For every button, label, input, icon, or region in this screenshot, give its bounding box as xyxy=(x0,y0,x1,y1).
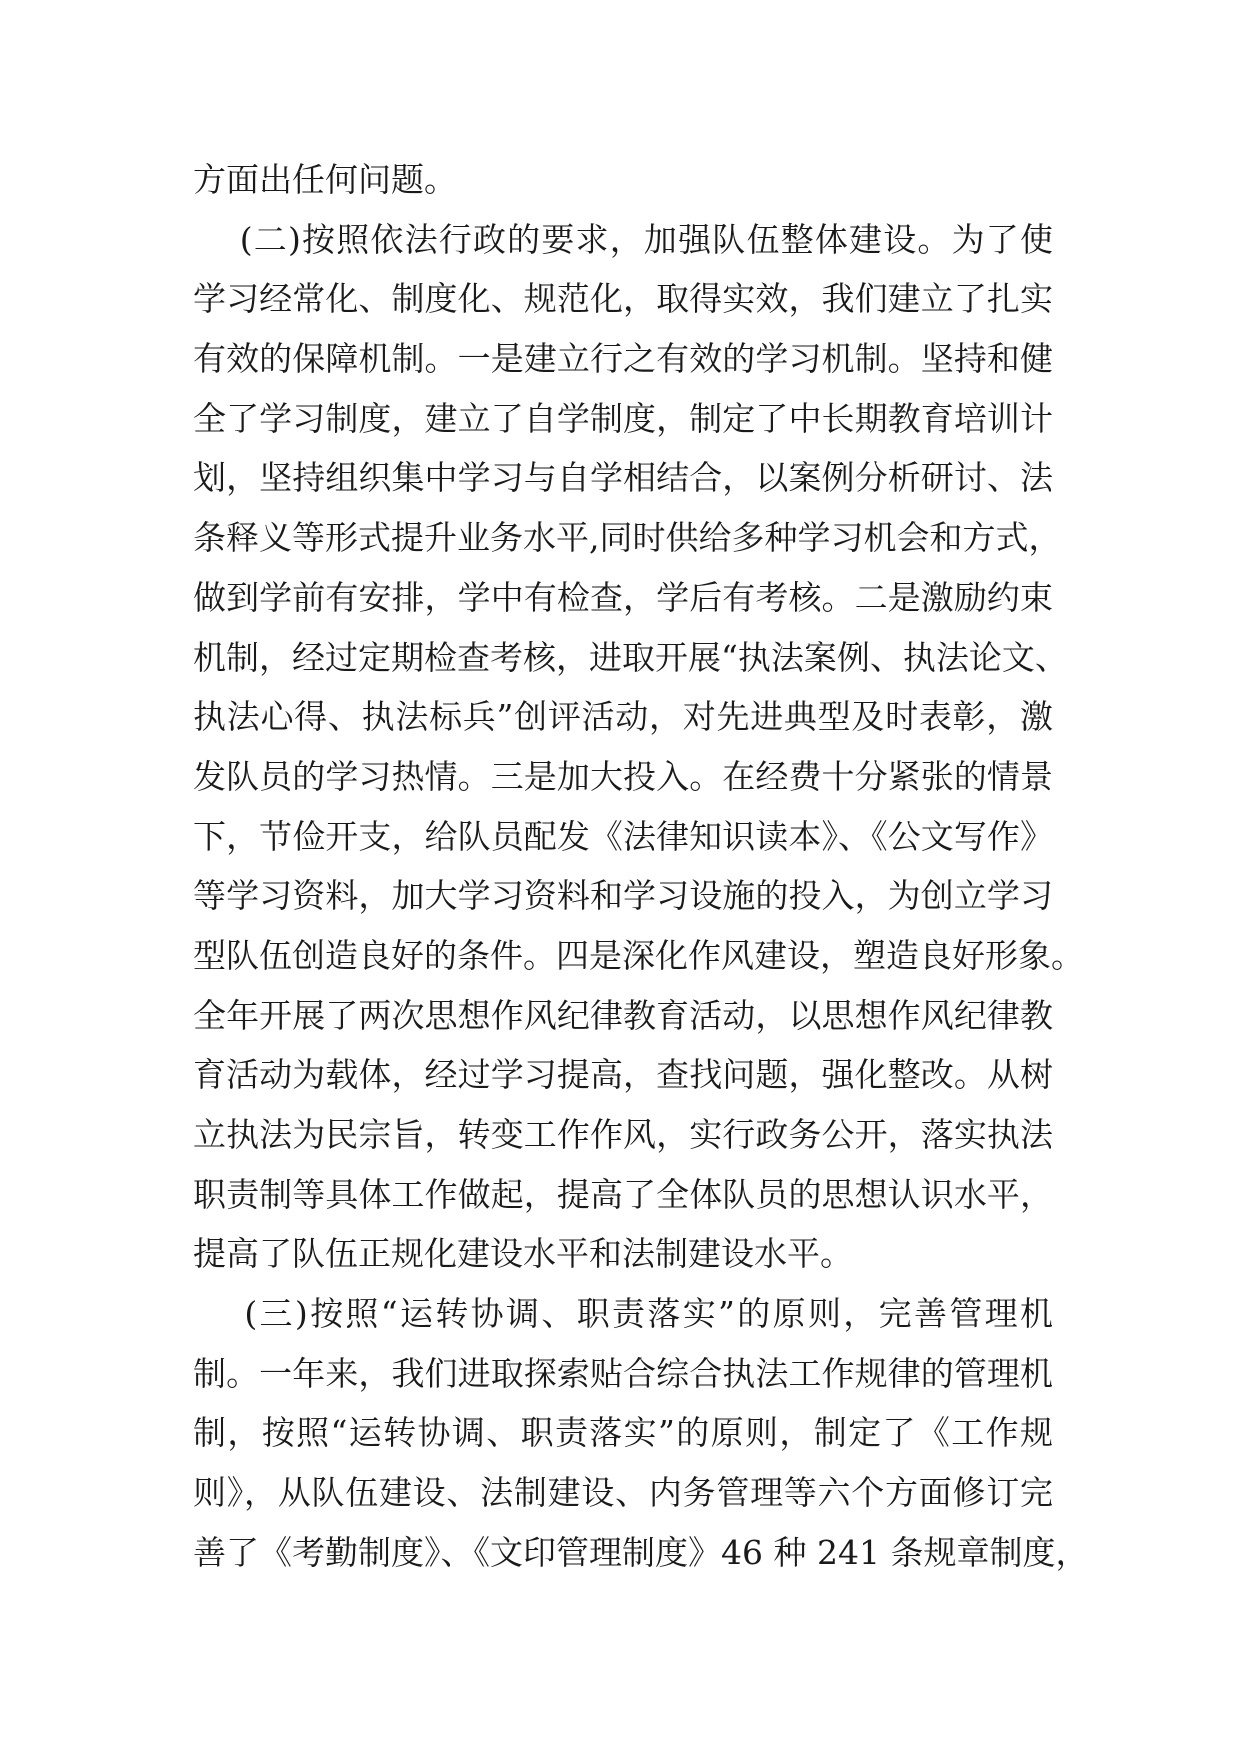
text-line: 育活动为载体，经过学习提高，查找问题，强化整改。从树 xyxy=(193,1055,1053,1095)
text-line: 方面出任何问题。 xyxy=(193,160,457,199)
text-line: 等学习资料，加大学习资料和学习设施的投入，为创立学习 xyxy=(193,876,1053,916)
text-line: 有效的保障机制。一是建立行之有效的学习机制。坚持和健 xyxy=(193,339,1053,379)
text-line: 则》，从队伍建设、法制建设、内务管理等六个方面修订完 xyxy=(193,1473,1053,1513)
text-line: 制。一年来，我们进取探索贴合综合执法工作规律的管理机 xyxy=(193,1353,1053,1393)
text-line: 提高了队伍正规化建设水平和法制建设水平。 xyxy=(193,1234,853,1274)
text-line: 划，坚持组织集中学习与自学相结合，以案例分析研讨、法 xyxy=(193,458,1053,498)
text-line: 机制，经过定期检查考核，进取开展“执法案例、执法论文、 xyxy=(193,637,1068,677)
document-body xyxy=(193,150,1089,1583)
text-line: 执法心得、执法标兵”创评活动，对先进典型及时表彰，激 xyxy=(193,697,1053,737)
text-line: 下，节俭开支，给队员配发《法律知识读本》、《公文写作》 xyxy=(193,816,1053,856)
text-line: 发队员的学习热情。三是加大投入。在经费十分紧张的情景 xyxy=(193,756,1053,796)
text-line: 学习经常化、制度化、规范化，取得实效，我们建立了扎实 xyxy=(193,279,1053,319)
text-line: 型队伍创造良好的条件。四是深化作风建设，塑造良好形象。 xyxy=(193,935,1084,975)
text-line: 制，按照“运转协调、职责落实”的原则，制定了《工作规 xyxy=(193,1413,1053,1453)
text-line: 做到学前有安排，学中有检查，学后有考核。二是激励约束 xyxy=(193,577,1053,617)
text-line: (二)按照依法行政的要求，加强队伍整体建设。为了使 xyxy=(193,219,1053,259)
text-line: (三)按照“运转协调、职责落实”的原则，完善管理机 xyxy=(193,1294,1053,1334)
text-line: 立执法为民宗旨，转变工作作风，实行政务公开，落实执法 xyxy=(193,1115,1053,1154)
text-line: 条释义等形式提升业务水平,同时供给多种学习机会和方式， xyxy=(193,518,1062,558)
text-line: 全年开展了两次思想作风纪律教育活动，以思想作风纪律教 xyxy=(193,995,1053,1035)
text-line: 职责制等具体工作做起，提高了全体队员的思想认识水平， xyxy=(193,1174,1053,1214)
text-line: 善了《考勤制度》、《文印管理制度》46 种 241 条规章制度， xyxy=(193,1532,1089,1572)
text-line: 全了学习制度，建立了自学制度，制定了中长期教育培训计 xyxy=(193,398,1053,438)
